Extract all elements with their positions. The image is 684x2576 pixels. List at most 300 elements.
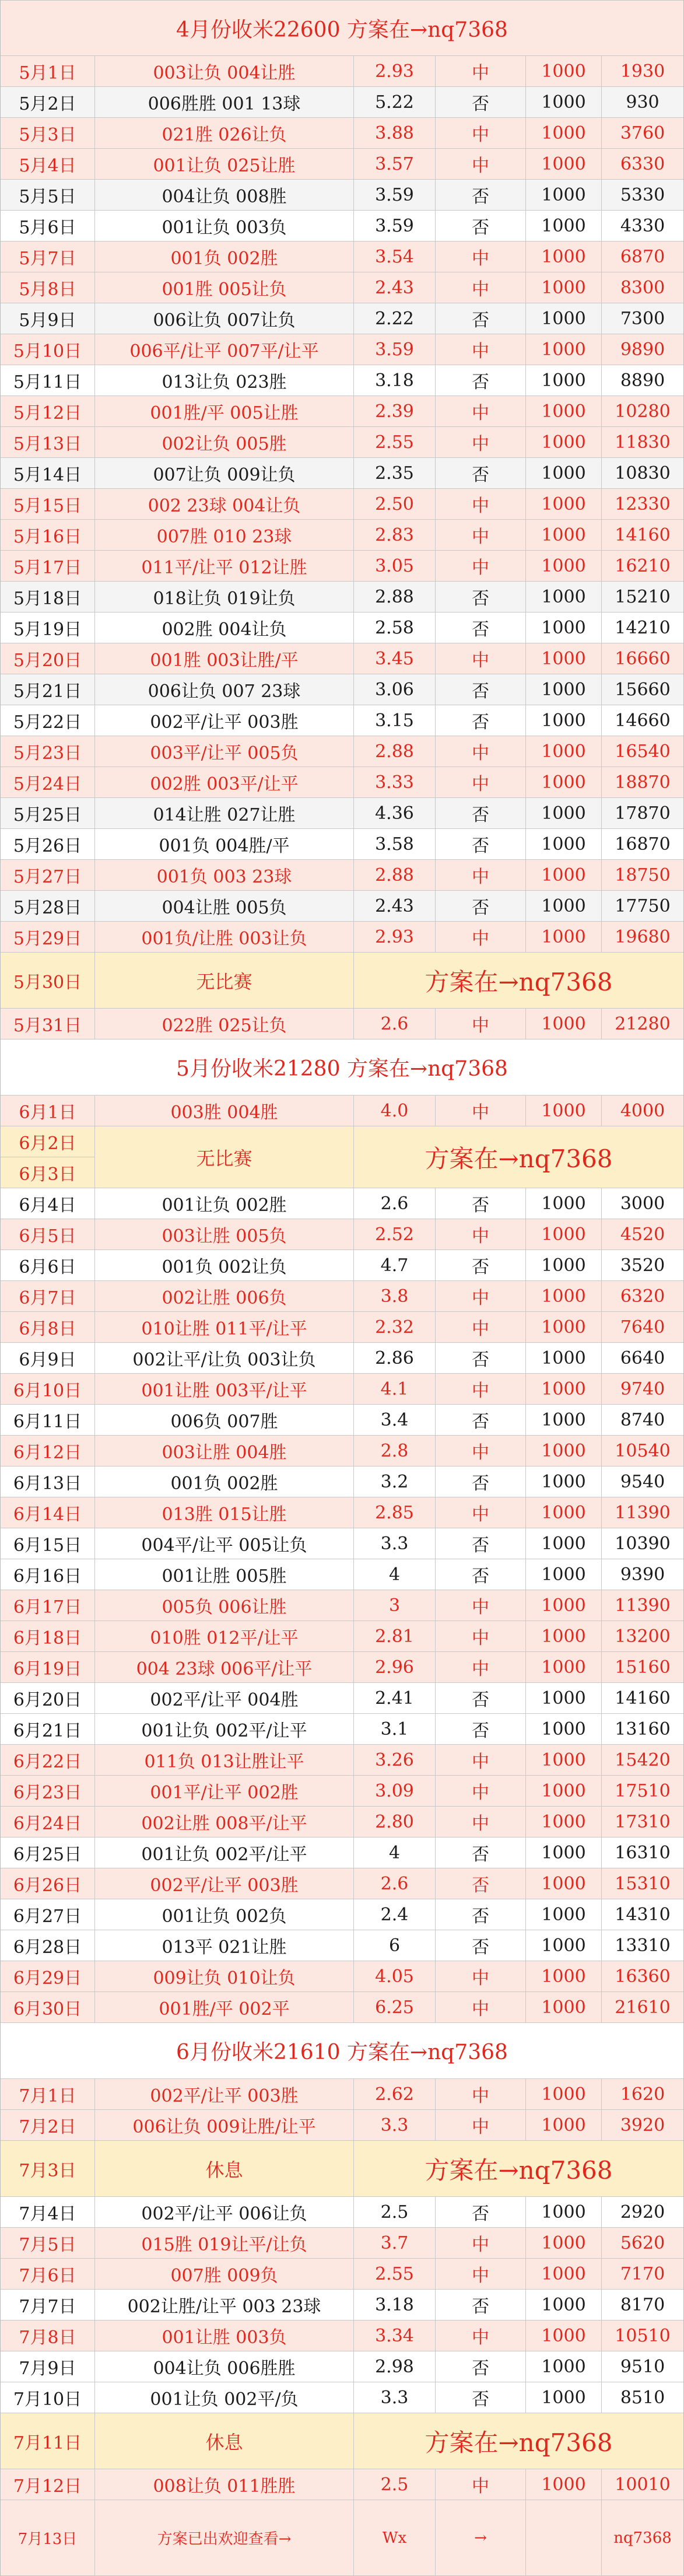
total-cell: 16540	[615, 741, 671, 762]
result-cell: 中	[436, 2469, 526, 2500]
pick-cell: 004平/让平 005让负	[95, 1528, 354, 1559]
table-row	[1, 2079, 683, 2110]
odds-cell: 4.36	[354, 798, 436, 828]
total-cell: 17310	[615, 1811, 671, 1832]
pick-cell: 002平/让平 006让负	[95, 2197, 354, 2227]
table-row	[1, 582, 683, 612]
stake-cell: 1000	[526, 489, 602, 519]
total-cell: 8300	[620, 277, 665, 298]
odds-cell: 2.93	[354, 56, 436, 86]
odds-cell: 3.33	[354, 767, 436, 797]
footer-row	[1, 2500, 683, 2576]
pick-cell: 005负 006让胜	[95, 1590, 354, 1620]
date-cell: 5月26日	[1, 829, 95, 859]
total-cell: 19680	[615, 926, 671, 947]
pick-cell: 013让负 023胜	[95, 365, 354, 396]
total-cell: 930	[626, 92, 660, 113]
date-cell: 6月15日	[1, 1528, 95, 1559]
total-cell: 9740	[620, 1378, 665, 1399]
pick-cell: 001让负 003负	[95, 211, 354, 241]
total-cell: 16870	[615, 834, 671, 855]
date-cell: 5月1日	[1, 56, 95, 86]
date-cell: 5月29日	[1, 922, 95, 952]
table-row	[1, 798, 683, 829]
date-cell: 7月8日	[1, 2320, 95, 2351]
pick-cell: 001胜/平 005让胜	[95, 396, 354, 426]
result-cell: 否	[436, 674, 526, 705]
footer-contact-id: nq7368	[613, 2529, 672, 2547]
date-cell: 6月3日	[1, 1157, 95, 1188]
odds-cell: 2.88	[354, 582, 436, 612]
pick-cell: 001平/让平 002胜	[95, 1776, 354, 1806]
table-row	[1, 1745, 683, 1776]
table-row	[1, 1374, 683, 1405]
date-cell: 5月2日	[1, 87, 95, 117]
result-cell: 否	[436, 458, 526, 488]
stake-cell: 1000	[526, 860, 602, 890]
table-row	[1, 1219, 683, 1250]
table-row	[1, 922, 683, 953]
result-cell: 中	[436, 1219, 526, 1250]
odds-cell: 3.15	[354, 705, 436, 736]
date-cell: 5月30日	[1, 953, 95, 1008]
odds-cell: 3.58	[354, 829, 436, 859]
stake-cell: 1000	[526, 829, 602, 859]
odds-cell: 2.52	[354, 1219, 436, 1250]
date-cell: 6月13日	[1, 1466, 95, 1497]
total-cell: 13310	[615, 1935, 671, 1956]
stake-cell: 1000	[526, 1930, 602, 1961]
pick-cell: 001让负 002平/让平	[95, 1838, 354, 1868]
date-cell: 5月28日	[1, 891, 95, 921]
date-cell: 5月14日	[1, 458, 95, 488]
date-cell: 6月2日	[1, 1126, 95, 1157]
date-cell: 6月11日	[1, 1405, 95, 1435]
date-cell: 6月26日	[1, 1868, 95, 1899]
stake-cell: 1000	[526, 1652, 602, 1682]
odds-cell: 6	[354, 1930, 436, 1961]
total-cell: 6330	[620, 153, 665, 174]
date-cell: 6月12日	[1, 1436, 95, 1466]
table-row	[1, 427, 683, 458]
stake-cell: 1000	[526, 2469, 602, 2500]
table-row	[1, 2382, 683, 2413]
date-cell: 6月4日	[1, 1188, 95, 1219]
plan-message: 方案在→nq7368	[425, 2428, 613, 2457]
pick-cell: 001让胜 003负	[95, 2320, 354, 2351]
stake-cell: 1000	[526, 303, 602, 334]
odds-cell: 2.5	[354, 2197, 436, 2227]
result-cell: 中	[436, 1312, 526, 1342]
odds-cell: 4	[354, 1559, 436, 1590]
table-row	[1, 56, 683, 87]
date-cell: 7月10日	[1, 2382, 95, 2413]
total-cell: 5620	[620, 2232, 665, 2253]
table-row	[1, 1899, 683, 1930]
odds-cell: 2.6	[354, 1868, 436, 1899]
result-cell: 否	[436, 2197, 526, 2227]
table-row	[1, 2320, 683, 2351]
total-cell: 18750	[615, 864, 671, 886]
pick-cell: 001负 004胜/平	[95, 829, 354, 859]
odds-cell: 3.59	[354, 211, 436, 241]
stake-cell: 1000	[526, 2320, 602, 2351]
date-cell: 6月14日	[1, 1497, 95, 1528]
date-cell: 5月5日	[1, 180, 95, 210]
odds-cell: 3.06	[354, 674, 436, 705]
pick-cell: 007胜 010 23球	[95, 520, 354, 550]
pick-cell: 003胜 004胜	[95, 1096, 354, 1126]
stake-cell: 1000	[526, 2197, 602, 2227]
plan-message: 方案在→nq7368	[425, 1144, 613, 1173]
stake-cell: 1000	[526, 767, 602, 797]
date-cell: 7月5日	[1, 2228, 95, 2258]
odds-cell: 3.09	[354, 1776, 436, 1806]
no-match-note: 无比赛	[95, 953, 354, 1008]
result-cell: 中	[436, 56, 526, 86]
total-cell: 6640	[620, 1348, 665, 1368]
result-cell: 否	[436, 1868, 526, 1899]
table-row	[1, 1466, 683, 1497]
total-cell: 10390	[615, 1533, 671, 1554]
stake-cell: 1000	[526, 674, 602, 705]
table-row	[1, 1250, 683, 1281]
table-row	[1, 2290, 683, 2320]
date-cell: 7月11日	[1, 2413, 95, 2469]
table-row	[1, 1961, 683, 1992]
date-cell: 5月17日	[1, 551, 95, 581]
table-row	[1, 334, 683, 365]
odds-cell: 2.55	[354, 2259, 436, 2289]
odds-cell: 3.59	[354, 334, 436, 365]
result-cell: 中	[436, 1590, 526, 1620]
stake-cell: 1000	[526, 180, 602, 210]
table-row	[1, 1497, 683, 1528]
result-cell: 否	[436, 829, 526, 859]
table-row	[1, 1868, 683, 1899]
pick-cell: 001让负 002胜	[95, 1188, 354, 1219]
table-row	[1, 365, 683, 396]
table-row	[1, 520, 683, 551]
total-cell: 7300	[620, 308, 665, 329]
date-cell: 7月9日	[1, 2351, 95, 2382]
table-row	[1, 1126, 683, 1188]
odds-cell: 3.3	[354, 2110, 436, 2140]
odds-cell: 6.25	[354, 1992, 436, 2022]
total-cell: 16310	[615, 1842, 671, 1863]
date-cell: 6月25日	[1, 1838, 95, 1868]
pick-cell: 001负/让胜 003让负	[95, 922, 354, 952]
total-cell: 11830	[615, 432, 671, 453]
stake-cell: 1000	[526, 2259, 602, 2289]
total-cell: 12330	[615, 494, 671, 514]
date-cell: 5月18日	[1, 582, 95, 612]
table-row	[1, 829, 683, 860]
result-cell: 中	[436, 1652, 526, 1682]
stake-cell: 1000	[526, 612, 602, 643]
total-cell: 14160	[615, 1688, 671, 1709]
total-cell: 15310	[615, 1873, 671, 1894]
stake-cell: 1000	[526, 56, 602, 86]
total-cell: 3520	[620, 1255, 665, 1276]
table-row	[1, 1776, 683, 1807]
total-cell: 3920	[620, 2115, 665, 2136]
odds-cell: 2.85	[354, 1497, 436, 1528]
date-cell: 6月23日	[1, 1776, 95, 1806]
table-row	[1, 674, 683, 705]
total-cell: 10010	[615, 2474, 671, 2495]
date-cell: 7月13日	[1, 2500, 95, 2575]
result-cell: 中	[436, 149, 526, 179]
date-cell: 7月3日	[1, 2141, 95, 2196]
result-cell: 中	[436, 1436, 526, 1466]
pick-cell: 003让胜 005负	[95, 1219, 354, 1250]
pick-cell: 006平/让平 007平/让平	[95, 334, 354, 365]
date-cell: 5月24日	[1, 767, 95, 797]
table-row	[1, 1992, 683, 2023]
total-cell: 14310	[615, 1904, 671, 1925]
odds-cell: 3.18	[354, 365, 436, 396]
odds-cell: 2.43	[354, 272, 436, 303]
stake-cell: 1000	[526, 922, 602, 952]
total-cell: 7640	[620, 1317, 665, 1338]
total-cell: 10540	[615, 1440, 671, 1461]
stake-cell: 1000	[526, 1528, 602, 1559]
table-row	[1, 1281, 683, 1312]
total-cell: 2920	[620, 2202, 665, 2222]
pick-cell: 007让负 009让负	[95, 458, 354, 488]
table-row	[1, 1528, 683, 1559]
total-cell: 1930	[620, 61, 665, 82]
total-cell: 10280	[615, 401, 671, 422]
date-cell: 5月13日	[1, 427, 95, 457]
pick-cell: 008让负 011胜胜	[95, 2469, 354, 2500]
stake-cell: 1000	[526, 149, 602, 179]
total-cell: 6870	[620, 246, 665, 267]
date-cell: 6月10日	[1, 1374, 95, 1404]
odds-cell: 2.86	[354, 1343, 436, 1373]
table-row	[1, 396, 683, 427]
date-cell: 6月19日	[1, 1652, 95, 1682]
date-cell: 5月11日	[1, 365, 95, 396]
footer-arrow: →	[436, 2500, 526, 2575]
pick-cell: 001负 002让负	[95, 1250, 354, 1280]
odds-cell: 2.35	[354, 458, 436, 488]
odds-cell: 4.1	[354, 1374, 436, 1404]
stake-cell: 1000	[526, 1188, 602, 1219]
result-cell: 否	[436, 2351, 526, 2382]
date-cell: 5月25日	[1, 798, 95, 828]
table-row	[1, 1188, 683, 1219]
table-row	[1, 1405, 683, 1436]
table-row	[1, 87, 683, 118]
total-cell: 16360	[615, 1966, 671, 1987]
result-cell: 否	[436, 303, 526, 334]
pick-cell: 009让负 010让负	[95, 1961, 354, 1992]
pick-cell: 001胜 005让负	[95, 272, 354, 303]
pick-cell: 002让平/让负 003让负	[95, 1343, 354, 1373]
pick-cell: 021胜 026让负	[95, 118, 354, 148]
result-cell: 中	[436, 1374, 526, 1404]
total-cell: 17870	[615, 803, 671, 824]
footer-empty	[526, 2500, 602, 2575]
total-cell: 14660	[615, 710, 671, 731]
table-row	[1, 2197, 683, 2228]
date-cell: 6月20日	[1, 1683, 95, 1713]
table-row	[1, 149, 683, 180]
odds-cell: 3.2	[354, 1466, 436, 1497]
result-cell: 否	[436, 1250, 526, 1280]
odds-cell: 2.39	[354, 396, 436, 426]
pick-cell: 002平/让平 003胜	[95, 2079, 354, 2109]
stake-cell: 1000	[526, 2228, 602, 2258]
table-row	[1, 1436, 683, 1466]
odds-cell: 3.4	[354, 1405, 436, 1435]
pick-cell: 006让负 007 23球	[95, 674, 354, 705]
total-cell: 8510	[620, 2387, 665, 2408]
result-cell: 中	[436, 922, 526, 952]
table-row	[1, 1652, 683, 1683]
date-cell: 7月7日	[1, 2290, 95, 2320]
odds-cell: 3.7	[354, 2228, 436, 2258]
pick-cell: 001让负 002平/让平	[95, 1714, 354, 1744]
table-row	[1, 118, 683, 149]
total-cell: 11390	[615, 1502, 671, 1523]
odds-cell: 3.18	[354, 2290, 436, 2320]
stake-cell: 1000	[526, 1009, 602, 1039]
date-cell: 5月7日	[1, 242, 95, 272]
pick-cell: 001负 002胜	[95, 242, 354, 272]
odds-cell: 2.88	[354, 860, 436, 890]
stake-cell: 1000	[526, 582, 602, 612]
stake-cell: 1000	[526, 1621, 602, 1651]
result-cell: 中	[436, 272, 526, 303]
odds-cell: 3.88	[354, 118, 436, 148]
result-cell: 中	[436, 643, 526, 674]
result-cell: 中	[436, 1621, 526, 1651]
result-cell: 否	[436, 1714, 526, 1744]
stake-cell: 1000	[526, 1250, 602, 1280]
pick-cell: 010让胜 011平/让平	[95, 1312, 354, 1342]
date-cell: 6月8日	[1, 1312, 95, 1342]
total-cell: 14210	[615, 617, 671, 638]
date-cell: 5月9日	[1, 303, 95, 334]
result-cell: 否	[436, 1466, 526, 1497]
date-cell: 6月22日	[1, 1745, 95, 1775]
odds-cell: 2.50	[354, 489, 436, 519]
table-row	[1, 1714, 683, 1745]
result-cell: 中	[436, 489, 526, 519]
date-cell: 5月19日	[1, 612, 95, 643]
stake-cell: 1000	[526, 551, 602, 581]
odds-cell: 5.22	[354, 87, 436, 117]
result-cell: 否	[436, 1930, 526, 1961]
odds-cell: 2.88	[354, 736, 436, 766]
stake-cell: 1000	[526, 1436, 602, 1466]
result-cell: 中	[436, 2320, 526, 2351]
date-cell: 6月7日	[1, 1281, 95, 1311]
date-cell: 6月17日	[1, 1590, 95, 1620]
result-cell: 中	[436, 1807, 526, 1837]
table-row	[1, 489, 683, 520]
total-cell: 5330	[620, 184, 665, 205]
stake-cell: 1000	[526, 365, 602, 396]
result-cell: 否	[436, 1899, 526, 1930]
date-cell: 5月12日	[1, 396, 95, 426]
total-cell: 3760	[620, 123, 665, 144]
table-row	[1, 2228, 683, 2259]
total-cell: 9890	[620, 339, 665, 360]
total-cell: 17510	[615, 1780, 671, 1801]
stake-cell: 1000	[526, 891, 602, 921]
result-cell: 中	[436, 2228, 526, 2258]
result-cell: 否	[436, 2290, 526, 2320]
table-row	[1, 891, 683, 922]
date-cell: 5月31日	[1, 1009, 95, 1039]
result-cell: 中	[436, 1096, 526, 1126]
date-cell: 5月3日	[1, 118, 95, 148]
pick-cell: 004让负 006胜胜	[95, 2351, 354, 2382]
odds-cell: 2.81	[354, 1621, 436, 1651]
total-cell: 4520	[620, 1224, 665, 1245]
date-cell: 6月5日	[1, 1219, 95, 1250]
table-row	[1, 767, 683, 798]
date-cell: 6月21日	[1, 1714, 95, 1744]
date-cell: 7月2日	[1, 2110, 95, 2140]
table-row	[1, 303, 683, 334]
stake-cell: 1000	[526, 211, 602, 241]
total-cell: 15420	[615, 1749, 671, 1770]
table-row	[1, 1807, 683, 1838]
odds-cell: 3.05	[354, 551, 436, 581]
total-cell: 7170	[620, 2263, 665, 2284]
stake-cell: 1000	[526, 1343, 602, 1373]
total-cell: 16660	[615, 648, 671, 669]
table-row	[1, 2413, 683, 2469]
result-cell: 否	[436, 1343, 526, 1373]
odds-cell: 2.4	[354, 1899, 436, 1930]
table-row	[1, 180, 683, 211]
table-row	[1, 2110, 683, 2141]
result-cell: 中	[436, 736, 526, 766]
odds-cell: 2.93	[354, 922, 436, 952]
pick-cell: 002胜 003平/让平	[95, 767, 354, 797]
odds-cell: 4	[354, 1838, 436, 1868]
pick-cell: 001胜/平 002平	[95, 1992, 354, 2022]
result-cell: 否	[436, 1683, 526, 1713]
table-row	[1, 1009, 683, 1040]
odds-cell: 2.96	[354, 1652, 436, 1682]
stake-cell: 1000	[526, 2110, 602, 2140]
pick-cell: 004 23球 006平/让平	[95, 1652, 354, 1682]
stake-cell: 1000	[526, 427, 602, 457]
stake-cell: 1000	[526, 1807, 602, 1837]
date-cell: 6月29日	[1, 1961, 95, 1992]
date-cell: 6月18日	[1, 1621, 95, 1651]
pick-cell: 010胜 012平/让平	[95, 1621, 354, 1651]
total-cell: 13200	[615, 1626, 671, 1647]
pick-cell: 011负 013让胜让平	[95, 1745, 354, 1775]
table-row	[1, 242, 683, 272]
total-cell: 15660	[615, 679, 671, 700]
date-cell: 5月8日	[1, 272, 95, 303]
stake-cell: 1000	[526, 1497, 602, 1528]
odds-cell: 3.59	[354, 180, 436, 210]
result-cell: 中	[436, 551, 526, 581]
total-cell: 10510	[615, 2325, 671, 2346]
total-cell: 17750	[615, 895, 671, 916]
pick-cell: 013胜 015让胜	[95, 1497, 354, 1528]
